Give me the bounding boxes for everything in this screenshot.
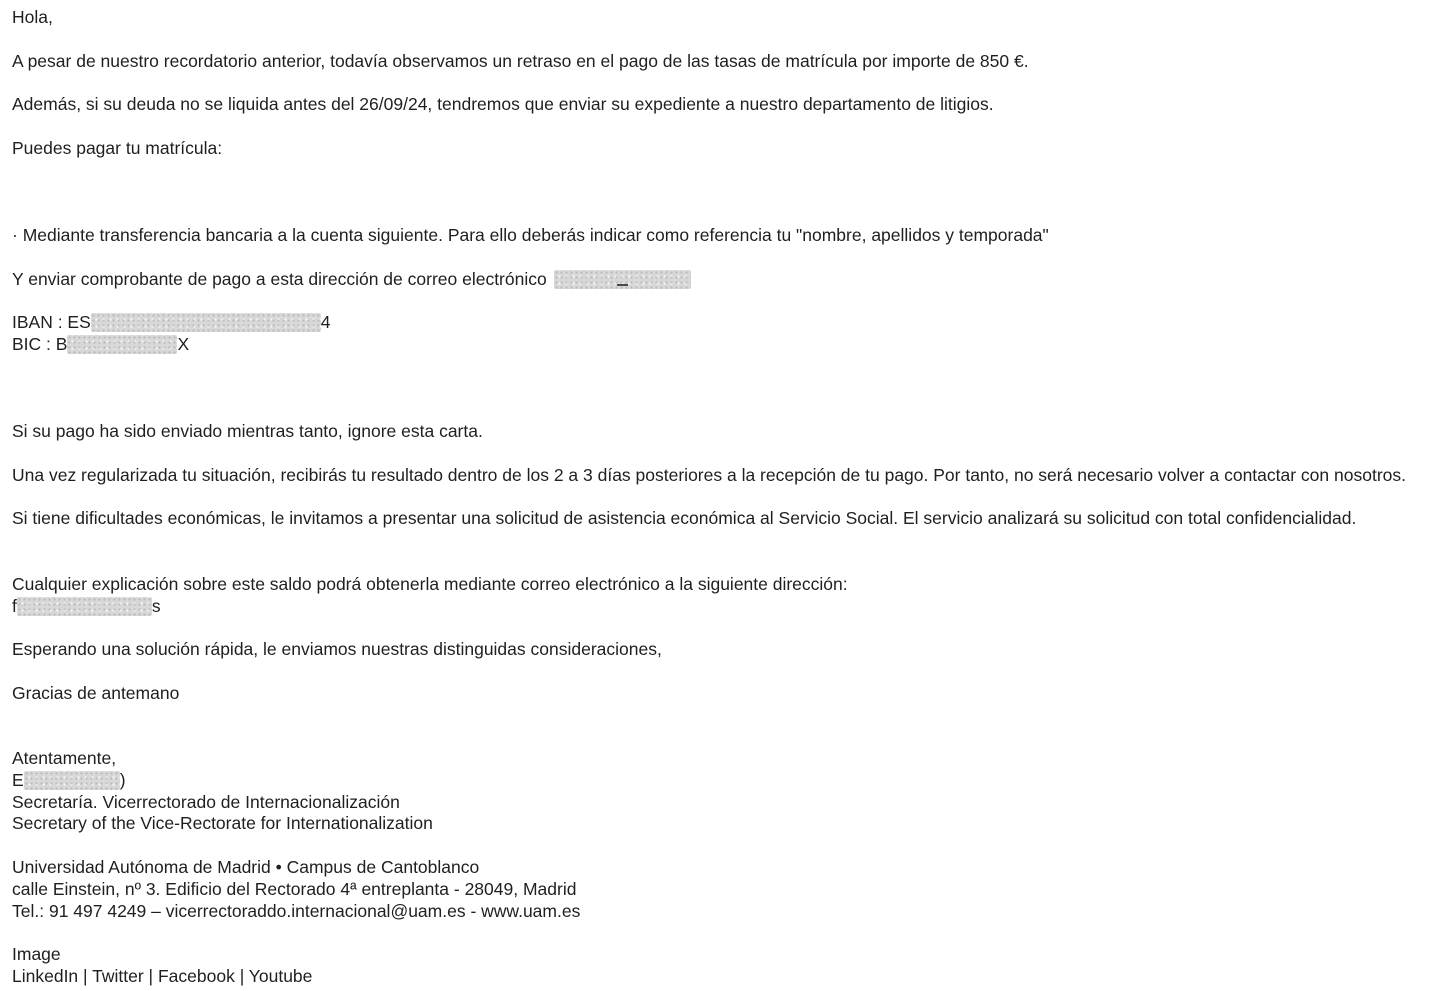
bic-line (12, 334, 1440, 356)
youtube-link[interactable]: Youtube (248, 966, 313, 987)
iban-last-digit: 4 (320, 312, 331, 333)
bic-last-char: X (177, 333, 190, 354)
spacer (12, 487, 1440, 509)
facebook-link[interactable]: Facebook (157, 966, 235, 987)
litigation-warning: Además, si su deuda no se liquida antes del 26/09/24, tendremos que enviar su expediente a nuestro departamento de litigios. (12, 94, 994, 115)
closing-hope: Esperando una solución rápida, le enviamos nuestras distinguidas consideraciones, (12, 639, 662, 660)
signature-image-placeholder: Image (12, 944, 61, 965)
linkedin-link[interactable]: LinkedIn (12, 966, 79, 987)
iban-label: IBAN : ES (12, 312, 91, 333)
contact-email-line (12, 596, 1440, 618)
spacer (12, 922, 1440, 944)
signer-name-prefix: E (12, 769, 24, 790)
spacer (12, 835, 1440, 857)
twitter-link[interactable]: Twitter (92, 966, 144, 987)
contact-email-prefix: f (12, 595, 17, 616)
regularization-note: Una vez regularizada tu situación, recibirás tu resultado dentro de los 2 a 3 días posteriores a la recepción de tu pago. Por tanto, no será necesario volver a contactar con nosotros. (12, 464, 1406, 485)
bic-label: BIC : B (12, 333, 68, 354)
signature-contact-line: Tel.: 91 497 4249 – vicerrectoraddo.internacional@uam.es - www.uam.es (12, 900, 581, 921)
transfer-instruction: · Mediante transferencia bancaria a la cuenta siguiente. Para ello deberás indicar como referencia tu "nombre, apellidos y temporada" (12, 224, 1049, 245)
thanks: Gracias de antemano (12, 682, 180, 703)
social-links-line (12, 966, 1440, 988)
spacer (12, 530, 1440, 574)
redacted-iban (91, 313, 321, 332)
balance-inquiry-note: Cualquier explicación sobre este saldo podrá obtenerla mediante correo electrónico a la siguiente dirección: (12, 573, 848, 594)
spacer (12, 356, 1440, 421)
signature-name-line (12, 770, 1440, 792)
spacer (12, 72, 1440, 94)
send-proof-text: Y enviar comprobante de pago a esta dirección de correo electrónico (12, 268, 552, 289)
spacer (12, 443, 1440, 465)
redacted-bic (67, 335, 177, 354)
spacer (12, 705, 1440, 749)
redacted-contact-email (17, 597, 152, 616)
spacer (12, 160, 1440, 225)
signature-role-es: Secretaría. Vicerrectorado de Internacionalización (12, 791, 400, 812)
signature-university: Universidad Autónoma de Madrid • Campus de Cantoblanco (12, 857, 480, 878)
social-separator: | (234, 966, 249, 987)
signer-name-suffix: ) (119, 769, 126, 790)
spacer (12, 29, 1440, 51)
overdue-notice: A pesar de nuestro recordatorio anterior, todavía observamos un retraso en el pago de las tasas de matrícula por importe de 850 €. (12, 50, 1029, 71)
redacted-recipient-email (554, 270, 691, 289)
ignore-note: Si su pago ha sido enviado mientras tanto, ignore esta carta. (12, 421, 483, 442)
spacer (12, 661, 1440, 683)
iban-line (12, 312, 1440, 334)
financial-assistance-note: Si tiene dificultades económicas, le invitamos a presentar una solicitud de asistencia económica al Servicio Social. El servicio analizará su solicitud con total confidencialidad. (12, 508, 1357, 529)
spacer (12, 247, 1440, 269)
redacted-signer-name (24, 771, 120, 790)
payment-intro: Puedes pagar tu matrícula: (12, 137, 223, 158)
contact-email-suffix: s (151, 595, 161, 616)
social-separator: | (78, 966, 93, 987)
send-proof-line (12, 269, 1440, 291)
spacer (12, 290, 1440, 312)
social-separator: | (143, 966, 158, 987)
signature-closing: Atentamente, (12, 748, 117, 769)
spacer (12, 617, 1440, 639)
signature-address: calle Einstein, nº 3. Edificio del Rectorado 4ª entreplanta - 28049, Madrid (12, 878, 577, 899)
spacer (12, 116, 1440, 138)
greeting: Hola, (12, 7, 53, 27)
signature-role-en: Secretary of the Vice-Rectorate for Internationalization (12, 813, 433, 834)
